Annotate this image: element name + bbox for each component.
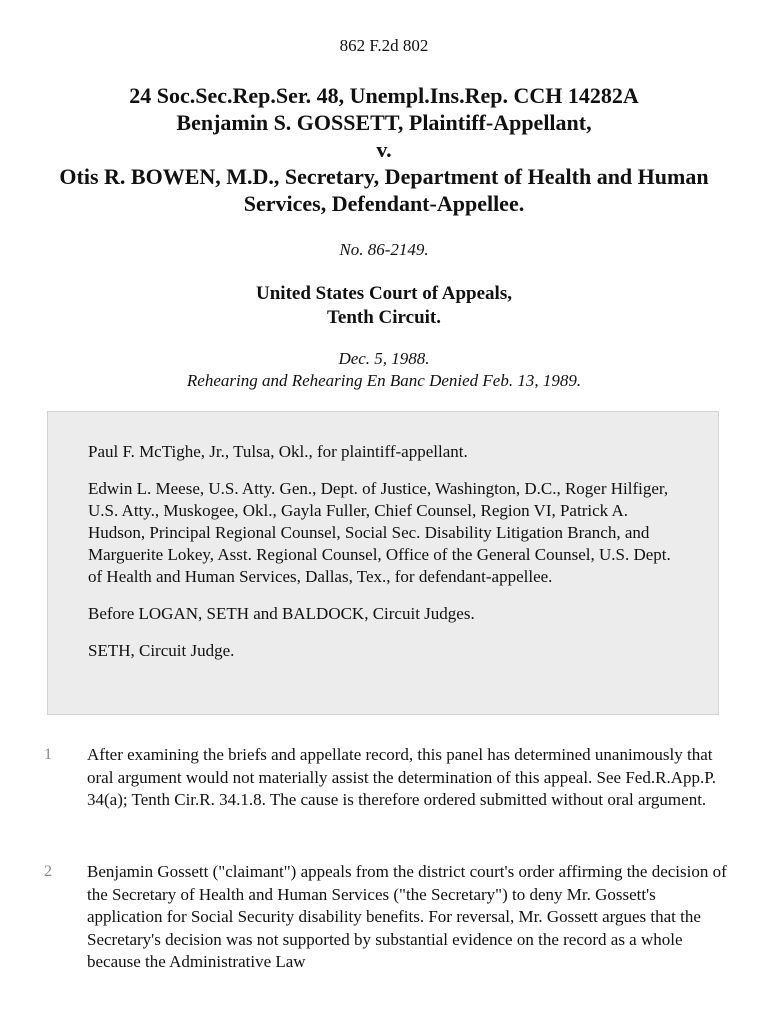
paragraph-number: 2 — [44, 863, 52, 880]
versus-marker: v. — [376, 137, 392, 162]
paragraph-text: After examining the briefs and appellate record, this panel has determined unanimously that oral argument would not materially assist the determination of this appeal. See Fed.R.App.P. 34(a); Tenth Cir.R. 34.1.8. The cause is therefore ordered submitted without oral argument. — [87, 745, 717, 809]
court-name-line-2: Tenth Circuit. — [326, 307, 442, 328]
defendant-counsel: Edwin L. Meese, U.S. Atty. Gen., Dept. of Justice, Washington, D.C., Roger Hilfiger, U.S. Atty., Muskogee, Okl., Gayla Fuller, Chief Counsel, Region VI, Patrick A. Hudson, Principal Regional Counsel, Social Sec. Disability Litigation Branch, and Marguerite Lokey, Asst. Regional Counsel, Office of the General Counsel, U.S. Dept. of Health and Human Services, Dallas, Tex., for defendant-appellee. — [88, 479, 671, 586]
defendant-party: Otis R. BOWEN, M.D., Secretary, Department of Health and Human Services, Defendant-Appellee. — [59, 164, 709, 216]
case-citation: 862 F.2d 802 — [339, 36, 429, 55]
rehearing-date: Rehearing and Rehearing En Banc Denied Feb. 13, 1989. — [186, 371, 582, 390]
docket-number: No. 86-2149. — [339, 240, 429, 259]
court-name-line-1: United States Court of Appeals, — [256, 283, 512, 304]
paragraph-text: Benjamin Gossett ("claimant") appeals from the district court's order affirming the decision of the Secretary of Health and Human Services ("the Secretary") to deny Mr. Gossett's application for Social Security disability benefits. For reversal, Mr. Gossett argues that the Secretary's decision was not supported by substantial evidence on the record as a whole because the Administrative Law — [87, 862, 727, 971]
plaintiff-party: Benjamin S. GOSSETT, Plaintiff-Appellant, — [176, 110, 592, 135]
counsel-box — [47, 411, 719, 715]
reporter-citations: 24 Soc.Sec.Rep.Ser. 48, Unempl.Ins.Rep. CCH 14282A — [129, 83, 639, 108]
plaintiff-counsel: Paul F. McTighe, Jr., Tulsa, Okl., for plaintiff-appellant. — [88, 442, 468, 461]
decision-date: Dec. 5, 1988. — [338, 349, 430, 368]
opinion-author: SETH, Circuit Judge. — [88, 641, 235, 660]
case-title — [30, 82, 738, 217]
judges-panel: Before LOGAN, SETH and BALDOCK, Circuit Judges. — [88, 604, 475, 623]
paragraph-number: 1 — [44, 746, 52, 763]
case-dates — [0, 348, 768, 392]
court-name — [0, 282, 768, 330]
